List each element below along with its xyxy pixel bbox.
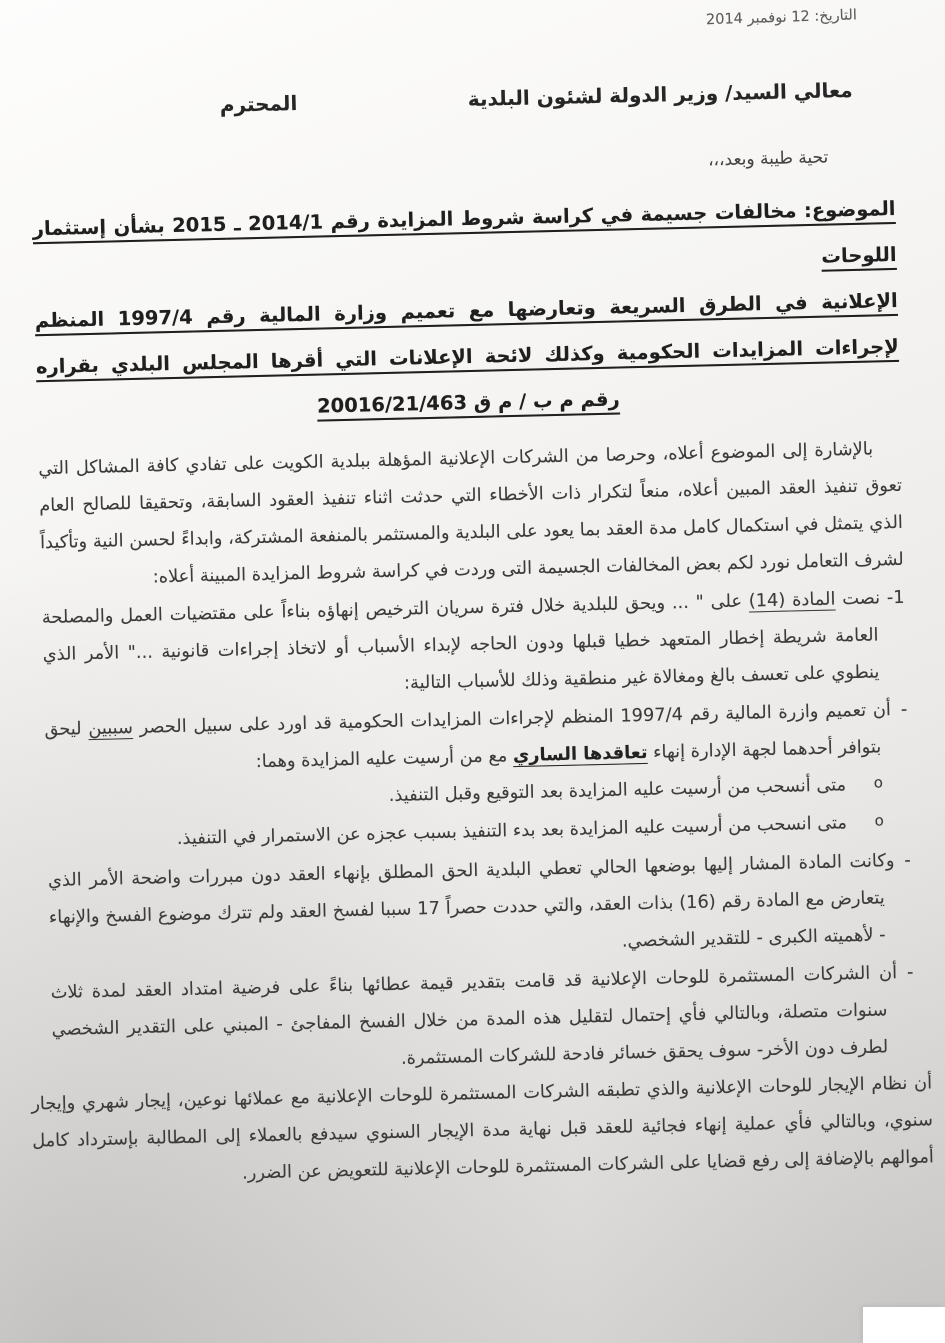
bullet2-text: وكانت المادة المشار إليها بوضعها الحالي تعطي البلدية الحق المطلق بإنهاء العقد دون مبررات واضحة الأمر الذي يتعارض مع المادة رقم (16) بذات العقد، والتي حددت حصراً 17 سببا لفسخ العقد ولم تترك موضوع الفسخ والإنهاء - لأهميته الكبرى - للتقدير الشخصي. — [47, 850, 895, 952]
bullet1-post: مع من أرسيت عليه المزايدة وهما: — [255, 745, 514, 773]
subject-line-4: رقم م ب / م ق 20016/21/463 — [316, 387, 620, 418]
dash-marker: - — [900, 698, 908, 720]
intro-paragraph: بالإشارة إلى الموضوع أعلاه، وحرصا من الشركات الإعلانية المؤهلة ببلدية الكويت على تفادي كافة المشاكل التي تعوق تنفيذ العقد المبين أعلاه، منعاً لتكرار ذات الأخطاء التي حدثت اثناء تنفيذ العقود السابقة، وتحقيقا للصالح العام الذي يتمثل في استكمال كامل مدة العقد بما يعود على البلدية والمستثمر بالمنفعة المشتركة، وابداءً لحسن النية وتأكيداً لشرف التعامل نورد لكم بعض المخالفات الجسيمة التى وردت في كراسة شروط المزايدة المبينة أعلاه: — [38, 438, 904, 588]
salutation: تحية طيبة وبعد،،، — [707, 147, 829, 171]
subject-line-2: الإعلانية في الطرق السريعة وتعارضها مع تعميم وزارة المالية رقم 1997/4 المنظم — [34, 288, 898, 333]
bullet3-text: أن الشركات المستثمرة للوحات الإعلانية قد قامت بتقدير قيمة عطائها بناءً على فرضية امتداد العقد لمدة ثلاث سنوات متصلة، وبالتالي فأي إحتمال لتقليل هذه المدة من خلال الفسخ المفاجئ - المبني على التقدير الشخصي لطرف دون الأخر- سوف يحقق خسائر فادحة للشركات المستثمرة. — [50, 962, 898, 1069]
recipient-row — [30, 76, 893, 122]
clause-lead: نصت — [835, 587, 888, 610]
dash-marker: - — [906, 961, 914, 983]
letter-date: التاريخ: 12 نوفمبر 2014 — [705, 7, 858, 29]
sub-bullet-2-text: متى انسحب من أرسيت عليه المزايدة بعد بدء التنفيذ بسبب عجزه عن الاستمرار في التنفيذ. — [176, 812, 848, 850]
honorific: المحترم — [219, 91, 298, 117]
letter-body — [31, 430, 935, 1196]
circle-marker: o — [874, 811, 885, 830]
subject-line-3: لإجراءات المزايدات الحكومية وكذلك لائحة الإعلانات التي أقرها المجلس البلدي بقراره — [35, 334, 899, 379]
page-corner-artifact — [863, 1307, 945, 1343]
clause-text: على " ... ويحق للبلدية خلال فترة سريان الترخيص إنهاؤه بناءاً على مقتضيات العمل والمصلحة العامة شريطة إخطار المتعهد خطيا قبلها ودون الحاجه لإبداء الأسباب أو لاتخاذ إجراءات قانونية ..." الأمر الذي ينطوي على تعسف بالغ ومغالاة غير منطقية وذلك للأسباب التالية: — [41, 590, 880, 694]
circle-marker: o — [873, 773, 884, 792]
subject-block — [32, 186, 900, 436]
clause-item-1 — [41, 579, 906, 710]
bullet1-underlined-2: تعاقدها الساري — [512, 741, 648, 767]
recipient-title: معالي السيد/ وزير الدولة لشئون البلدية — [467, 77, 853, 111]
bullet-article-16 — [48, 842, 913, 973]
closing-paragraph: أن نظام الإيجار للوحات الإعلانية والذي تطبقه الشركات المستثمرة للوحات الإعلانية مع عملائها نوعين، إيجار شهري وإيجار سنوي، وبالتالي فأي عملية إنهاء فجائية للعقد قبل نهاية مدة الإيجار السنوي سيدفع بالعملاء إلى المطالبة بإسترداد كامل أموالهم بالإضافة إلى رفع قضايا على الشركات المستثمرة للوحات الإعلانية للتعويض عن الضرر. — [31, 1072, 935, 1184]
bullet1-underlined-1: سببين — [88, 717, 134, 740]
bullet1-pre: أن تعميم وازرة المالية رقم 1997/4 المنظم لإجراءات المزايدات الحكومية قد اورد على سبيل الحصر — [132, 699, 892, 739]
sub-bullet-1-text: متى أنسحب من أرسيت عليه المزايدة بعد التوقيع وقبل التنفيذ. — [388, 774, 847, 807]
subject-line-1: الموضوع: مخالفات جسيمة في كراسة شروط المزايدة رقم 2014/1 ـ 2015 بشأن إستثمار اللوحات — [32, 196, 897, 268]
bullet-investor-losses — [50, 954, 915, 1085]
clause-number: 1- — [886, 586, 905, 609]
clause-article-ref: المادة (14) — [748, 588, 836, 612]
bullet1-mid: ليحق بتوافر أحدهما لجهة الإدارة إنهاء — [44, 718, 882, 763]
dash-marker: - — [904, 849, 912, 871]
